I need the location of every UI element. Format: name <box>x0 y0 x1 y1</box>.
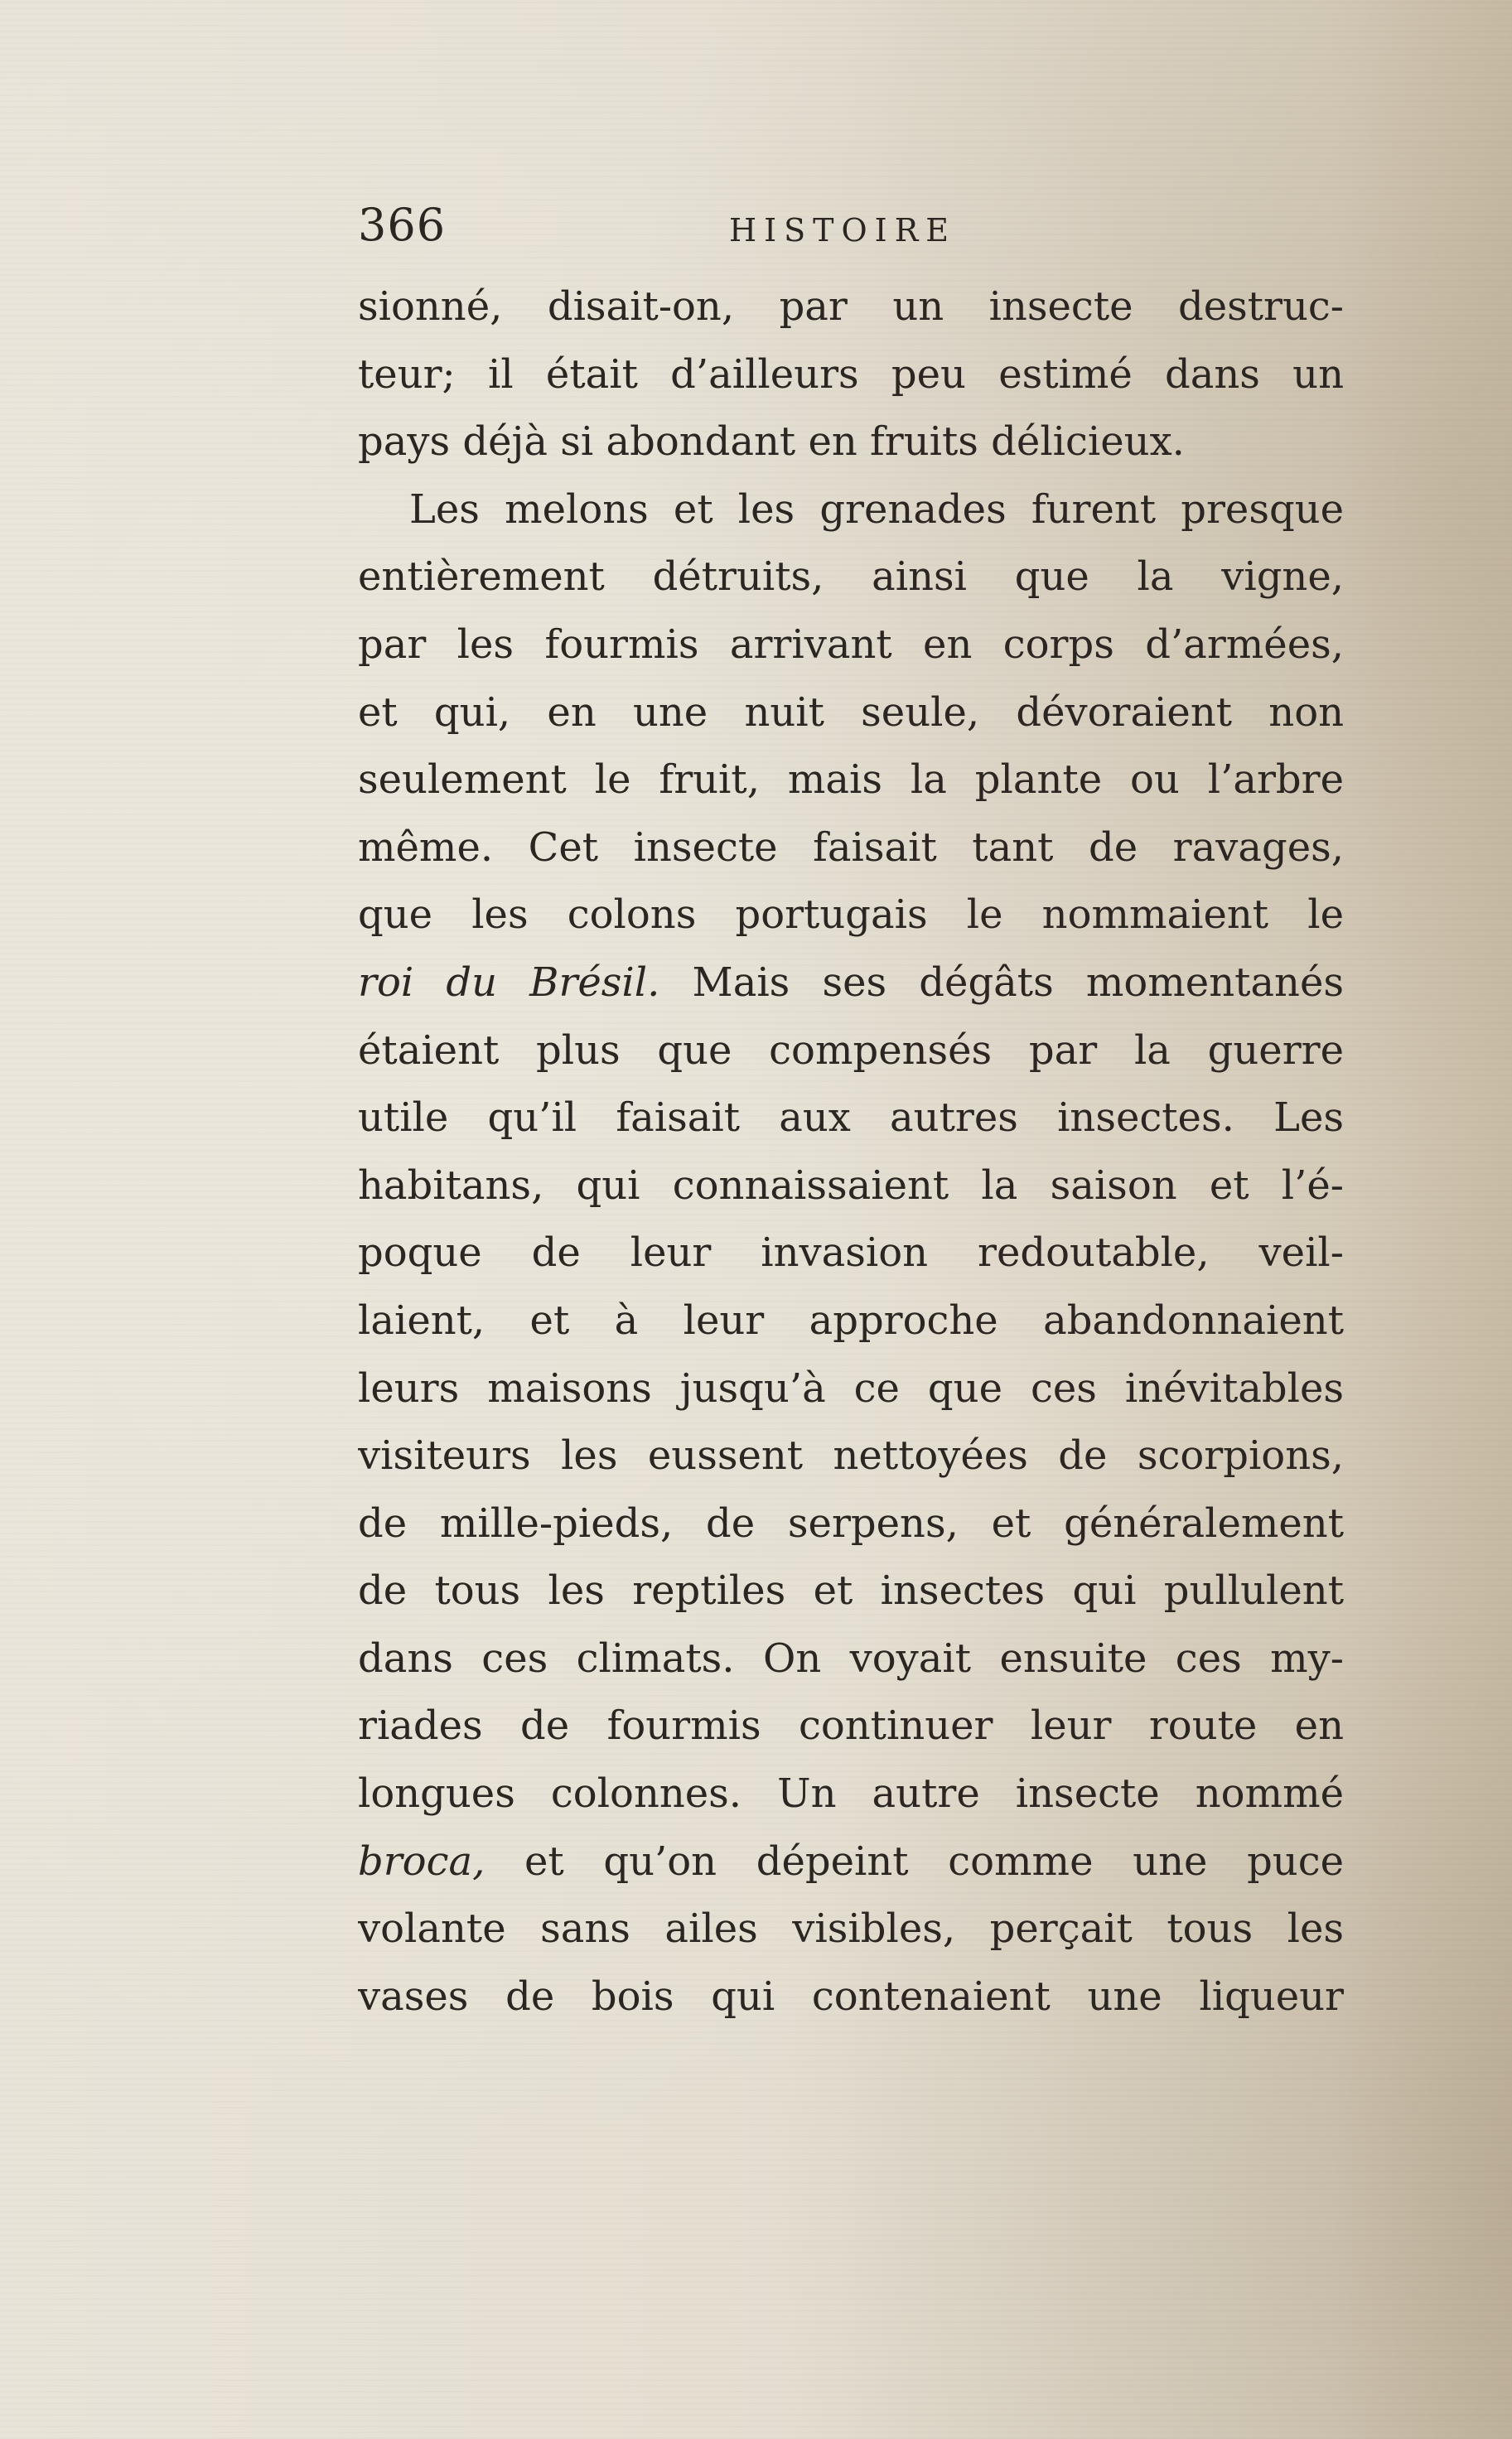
text-line <box>358 1084 1344 1152</box>
text-segment: même. Cet insecte faisait tant de ravages, <box>358 823 1344 871</box>
text-line <box>358 476 1344 544</box>
text-line <box>358 1693 1344 1760</box>
text-segment: de mille-pieds, de serpens, et généralement <box>358 1500 1344 1547</box>
text-segment: volante sans ailes visibles, perçait tous les <box>358 1905 1344 1953</box>
text-segment: par les fourmis arrivant en corps d’armées, <box>358 621 1344 668</box>
italic-text: broca, <box>358 1838 485 1885</box>
text-line <box>358 1017 1344 1085</box>
text-segment: riades de fourmis continuer leur route en <box>358 1702 1344 1750</box>
text-segment: utile qu’il faisait aux autres insectes. Les <box>358 1094 1344 1142</box>
text-segment: longues colonnes. Un autre insecte nommé <box>358 1770 1344 1818</box>
text-line <box>358 1963 1344 2031</box>
text-line <box>358 679 1344 747</box>
text-line <box>358 746 1344 814</box>
text-segment: visiteurs les eussent nettoyées de scorpions, <box>358 1432 1344 1480</box>
text-segment: seulement le fruit, mais la plante ou l’arbre <box>358 756 1344 804</box>
text-line <box>358 1558 1344 1625</box>
text-line <box>358 408 1344 476</box>
text-line <box>358 543 1344 611</box>
italic-text: roi du Brésil. <box>358 959 660 1006</box>
running-title: HISTOIRE <box>729 212 957 249</box>
text-line <box>358 814 1344 882</box>
text-line <box>358 1422 1344 1490</box>
text-segment: étaient plus que compensés par la guerre <box>358 1026 1344 1074</box>
body-text <box>358 273 1344 2031</box>
text-line <box>358 1490 1344 1558</box>
text-segment: Les melons et les grenades furent presque <box>409 485 1344 533</box>
text-line <box>358 1152 1344 1220</box>
text-segment: et qu’on dépeint comme une puce <box>485 1838 1344 1885</box>
text-line <box>358 1355 1344 1423</box>
text-line <box>358 1220 1344 1287</box>
text-line <box>358 341 1344 409</box>
text-segment: teur; il était d’ailleurs peu estimé dans un <box>358 350 1344 398</box>
text-segment: poque de leur invasion redoutable, veil- <box>358 1229 1344 1277</box>
text-line <box>358 273 1344 341</box>
text-segment: et qui, en une nuit seule, dévoraient non <box>358 688 1344 736</box>
text-segment: de tous les reptiles et insectes qui pullulent <box>358 1567 1344 1615</box>
text-segment: entièrement détruits, ainsi que la vigne, <box>358 553 1344 601</box>
running-head <box>358 192 1344 258</box>
text-segment: habitans, qui connaissaient la saison et l’é- <box>358 1162 1344 1209</box>
text-line <box>358 949 1344 1017</box>
text-segment: que les colons portugais le nommaient le <box>358 891 1344 939</box>
page-number: 366 <box>358 199 447 251</box>
text-segment: vases de bois qui contenaient une liqueur <box>358 1973 1344 2020</box>
text-segment: laient, et à leur approche abandonnaient <box>358 1297 1344 1344</box>
text-line <box>358 611 1344 679</box>
text-line <box>358 1287 1344 1355</box>
text-segment: Mais ses dégâts momentanés <box>659 959 1344 1006</box>
text-segment: dans ces climats. On voyait ensuite ces my- <box>358 1635 1344 1682</box>
text-line <box>358 1625 1344 1693</box>
text-line <box>358 1896 1344 1963</box>
text-line <box>358 1760 1344 1828</box>
text-line <box>358 881 1344 949</box>
text-line <box>358 1828 1344 1896</box>
text-segment: leurs maisons jusqu’à ce que ces inévitables <box>358 1364 1344 1412</box>
text-segment: sionné, disait-on, par un insecte destruc- <box>358 283 1344 330</box>
text-segment: pays déjà si abondant en fruits délicieux. <box>358 418 1185 466</box>
